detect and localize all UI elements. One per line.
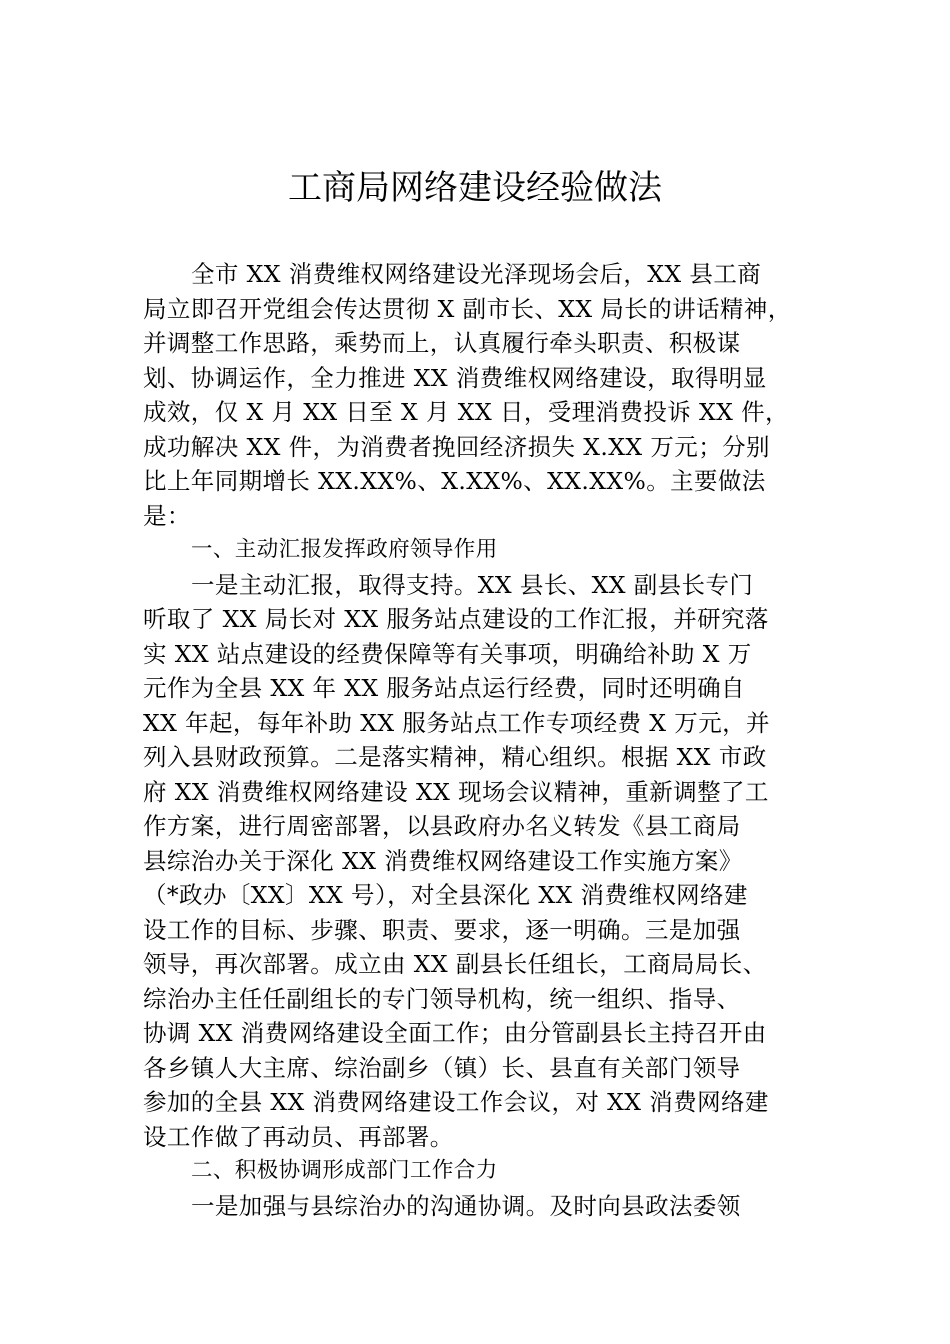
document-body bbox=[143, 257, 833, 1223]
paragraph-line: 一是加强与县综治办的沟通协调。及时向县政法委领 bbox=[191, 1191, 741, 1220]
paragraph-line: 听取了 XX 局长对 XX 服务站点建设的工作汇报，并研究落 bbox=[143, 605, 769, 633]
paragraph-line: 各乡镇人大主席、综治副乡（镇）长、县直有关部门领导 bbox=[143, 1053, 741, 1082]
paragraph-line: 成效，仅 X 月 XX 日至 X 月 XX 日，受理消费投诉 XX 件， bbox=[143, 398, 789, 426]
paragraph-line: 比上年同期增长 XX.XX%、X.XX%、XX.XX%。主要做法 bbox=[143, 467, 766, 495]
paragraph-line: 参加的全县 XX 消费网络建设工作会议，对 XX 消费网络建 bbox=[143, 1088, 769, 1116]
paragraph-line: 一是主动汇报，取得支持。XX 县长、XX 副县长专门 bbox=[191, 570, 754, 599]
paragraph-line: 实 XX 站点建设的经费保障等有关事项，明确给补助 X 万 bbox=[143, 639, 752, 668]
paragraph-line: 全市 XX 消费维权网络建设光泽现场会后，XX 县工商 bbox=[191, 260, 762, 288]
paragraph-line: XX 年起，每年补助 XX 服务站点工作专项经费 X 万元，并 bbox=[143, 708, 770, 737]
paragraph-line: 局立即召开党组会传达贯彻 X 副市长、XX 局长的讲话精神， bbox=[143, 294, 792, 323]
paragraph-line: 是： bbox=[143, 501, 191, 530]
section-heading: 二、积极协调形成部门工作合力 bbox=[191, 1158, 498, 1183]
paragraph-line: （*政办〔XX〕XX 号），对全县深化 XX 消费维权网络建 bbox=[143, 881, 748, 909]
paragraph-line: 并调整工作思路，乘势而上，认真履行牵头职责、积极谋 bbox=[143, 329, 741, 357]
paragraph-line: 县综治办关于深化 XX 消费维权网络建设工作实施方案》 bbox=[143, 846, 743, 875]
document-title: 工商局网络建设经验做法 bbox=[288, 168, 662, 208]
paragraph-line: 设工作做了再动员、再部署。 bbox=[143, 1122, 454, 1151]
paragraph-line: 划、协调运作，全力推进 XX 消费维权网络建设，取得明显 bbox=[143, 363, 767, 392]
paragraph-line: 领导，再次部署。成立由 XX 副县长任组长，工商局局长、 bbox=[143, 950, 767, 978]
paragraph-line: 府 XX 消费维权网络建设 XX 现场会议精神，重新调整了工 bbox=[143, 777, 769, 806]
paragraph-line: 设工作的目标、步骤、职责、要求，逐一明确。三是加强 bbox=[143, 915, 741, 944]
paragraph-line: 协调 XX 消费网络建设全面工作；由分管副县长主持召开由 bbox=[143, 1019, 767, 1047]
paragraph-line: 综治办主任任副组长的专门领导机构，统一组织、指导、 bbox=[143, 984, 741, 1013]
paragraph-line: 列入县财政预算。二是落实精神，精心组织。根据 XX 市政 bbox=[143, 743, 767, 771]
paragraph-line: 元作为全县 XX 年 XX 服务站点运行经费，同时还明确自 bbox=[143, 674, 745, 702]
paragraph-line: 作方案，进行周密部署，以县政府办名义转发《县工商局 bbox=[143, 812, 741, 840]
paragraph-line: 成功解决 XX 件，为消费者挽回经济损失 X.XX 万元；分别 bbox=[143, 432, 770, 461]
section-heading: 一、主动汇报发挥政府领导作用 bbox=[191, 537, 498, 562]
